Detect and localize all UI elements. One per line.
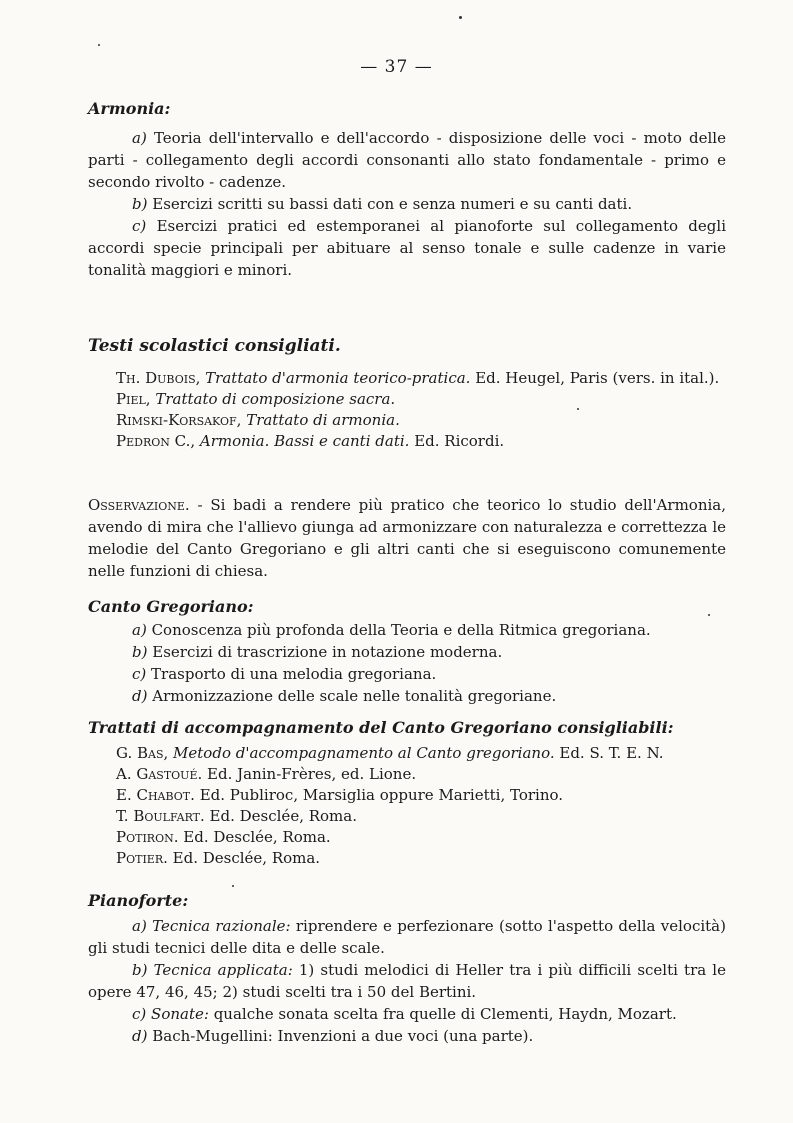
ref-author: Rimski-Korsakof, xyxy=(116,411,242,429)
armonia-item-c xyxy=(88,215,726,281)
ref-publisher: Ed. Publiroc, Marsiglia oppure Marietti, Torino. xyxy=(194,786,564,804)
ref-author: T. Boulfart. xyxy=(116,807,205,825)
heading-trattati: Trattati di accompagnamento del Canto Gregoriano consigliabili: xyxy=(88,718,674,737)
scan-speck xyxy=(577,408,579,410)
canto-item-a xyxy=(88,619,726,641)
ref-author: G. Bas, xyxy=(116,744,169,762)
item-text: 1) studi melodici di Heller tra i più difficili scelti tra le opere 47, 46, 45; 2) studi scelti tra i 50 del Bertini. xyxy=(88,961,726,1001)
pianoforte-item-b xyxy=(88,959,726,1003)
item-label: a) xyxy=(132,621,147,639)
osservazione-text: - Si badi a rendere più pratico che teorico lo studio dell'Armonia, avendo di mira che l'allievo giunga ad armonizzare con naturalezza e correttezza le melodie del Canto Gregoriano e gli altri canti che si eseguiscono comunemente nelle funzioni di chiesa. xyxy=(88,496,726,580)
ref-author: A. Gastoué. xyxy=(116,765,203,783)
item-label: d) xyxy=(132,687,148,705)
section-pianoforte xyxy=(88,890,726,1047)
reference-entry xyxy=(88,389,726,410)
ref-publisher: Ed. Desclée, Roma. xyxy=(178,828,331,846)
section-armonia xyxy=(88,98,726,281)
item-text: Bach-Mugellini: Invenzioni a due voci (una parte). xyxy=(152,1027,534,1045)
section-trattati xyxy=(88,717,726,869)
reference-entry xyxy=(88,743,726,764)
reference-entry xyxy=(88,368,726,389)
ref-author: E. Chabot. xyxy=(116,786,195,804)
item-label: c) xyxy=(132,665,147,683)
ref-publisher: Ed. Janin-Frères, ed. Lione. xyxy=(202,765,417,783)
scan-speck xyxy=(232,885,234,887)
reference-entry xyxy=(88,806,726,827)
osservazione-paragraph xyxy=(88,494,726,582)
canto-item-c xyxy=(88,663,726,685)
reference-entry xyxy=(88,827,726,848)
ref-title: Trattato di armonia. xyxy=(246,411,400,429)
item-lead: Tecnica razionale: xyxy=(152,917,291,935)
item-lead: Sonate: xyxy=(151,1005,209,1023)
armonia-item-a xyxy=(88,127,726,193)
reference-entry xyxy=(88,764,726,785)
ref-publisher: Ed. Desclée, Roma. xyxy=(204,807,357,825)
heading-canto-gregoriano: Canto Gregoriano: xyxy=(88,597,254,616)
item-label: a) xyxy=(132,129,147,147)
item-label: c) xyxy=(132,217,147,235)
ref-publisher: Ed. Desclée, Roma. xyxy=(167,849,321,867)
ref-author: Piel, xyxy=(116,390,151,408)
section-osservazione xyxy=(88,494,726,582)
osservazione-label: Osservazione. xyxy=(88,496,190,514)
heading-pianoforte: Pianoforte: xyxy=(88,891,189,910)
section-testi xyxy=(88,336,726,452)
item-label: a) xyxy=(132,917,147,935)
ref-publisher: Ed. S. T. E. N. xyxy=(554,744,664,762)
pianoforte-item-d xyxy=(88,1025,726,1047)
ref-title: Trattato di composizione sacra. xyxy=(155,390,396,408)
ref-author: Pedron C., xyxy=(116,432,196,450)
item-label: c) xyxy=(132,1005,147,1023)
reference-entry xyxy=(88,785,726,806)
item-label: b) xyxy=(132,643,148,661)
item-text: Esercizi scritti su bassi dati con e senza numeri e su canti dati. xyxy=(152,195,633,213)
item-text: Esercizi di trascrizione in notazione moderna. xyxy=(152,643,503,661)
scan-speck xyxy=(708,614,710,616)
pianoforte-item-c xyxy=(88,1003,726,1025)
ref-author: Potiron. xyxy=(116,828,179,846)
ref-title: Armonia. Bassi e canti dati. xyxy=(199,432,410,450)
ref-publisher: Ed. Ricordi. xyxy=(409,432,505,450)
reference-entry xyxy=(88,431,726,452)
canto-item-b xyxy=(88,641,726,663)
item-text: Armonizzazione delle scale nelle tonalità gregoriane. xyxy=(152,687,557,705)
item-text: qualche sonata scelta fra quelle di Clementi, Haydn, Mozart. xyxy=(208,1005,677,1023)
scan-speck xyxy=(98,44,100,46)
heading-testi: Testi scolastici consigliati. xyxy=(88,336,341,356)
canto-item-d xyxy=(88,685,726,707)
item-label: b) xyxy=(132,195,148,213)
ref-author: Th. Dubois, xyxy=(116,369,201,387)
ref-author: Potier. xyxy=(116,849,168,867)
item-text: Teoria dell'intervallo e dell'accordo - disposizione delle voci - moto delle parti - collegamento degli accordi consonanti allo stato fondamentale - primo e secondo rivolto - cadenze. xyxy=(88,129,726,191)
ref-title: Metodo d'accompagnamento al Canto gregoriano. xyxy=(173,744,555,762)
scan-speck xyxy=(459,16,462,19)
item-text: riprendere e perfezionare (sotto l'aspetto della velocità) gli studi tecnici delle dita e delle scale. xyxy=(88,917,726,957)
item-text: Conoscenza più profonda della Teoria e della Ritmica gregoriana. xyxy=(151,621,651,639)
pianoforte-item-a xyxy=(88,915,726,959)
heading-armonia: Armonia: xyxy=(88,99,171,118)
reference-entry xyxy=(88,410,726,431)
reference-entry xyxy=(88,848,726,869)
section-canto-gregoriano xyxy=(88,596,726,707)
armonia-item-b xyxy=(88,193,726,215)
item-text: Trasporto di una melodia gregoriana. xyxy=(151,665,437,683)
item-label: d) xyxy=(132,1027,148,1045)
item-lead: Tecnica applicata: xyxy=(153,961,293,979)
ref-title: Trattato d'armonia teorico-pratica. xyxy=(205,369,471,387)
page-number: — 37 — xyxy=(360,57,433,77)
ref-publisher: Ed. Heugel, Paris (vers. in ital.). xyxy=(470,369,720,387)
item-text: Esercizi pratici ed estemporanei al pianoforte sul collegamento degli accordi specie principali per abituare al senso tonale e sulle cadenze in varie tonalità maggiori e minori. xyxy=(88,217,726,279)
item-label: b) xyxy=(132,961,148,979)
